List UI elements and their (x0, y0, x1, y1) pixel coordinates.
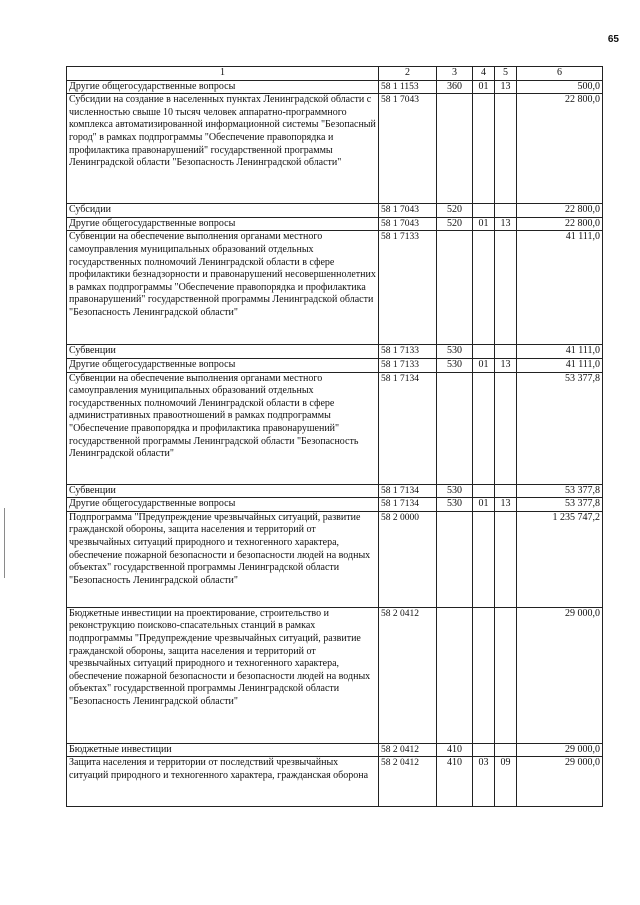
row-code-cell: 58 2 0412 (379, 743, 437, 757)
row-section-cell (473, 94, 495, 204)
row-amount-cell: 500,0 (517, 80, 603, 94)
row-section-cell (473, 484, 495, 498)
row-amount-cell: 53 377,8 (517, 484, 603, 498)
row-section-cell (473, 607, 495, 743)
row-subsection-cell: 13 (495, 498, 517, 512)
row-section-cell: 01 (473, 80, 495, 94)
row-code-cell: 58 1 7133 (379, 345, 437, 359)
row-type-cell: 530 (437, 484, 473, 498)
row-code-cell: 58 1 7043 (379, 217, 437, 231)
column-header: 2 (379, 67, 437, 81)
row-section-cell: 01 (473, 358, 495, 372)
row-subsection-cell (495, 511, 517, 607)
row-amount-cell: 53 377,8 (517, 498, 603, 512)
row-type-cell: 360 (437, 80, 473, 94)
row-subsection-cell (495, 372, 517, 484)
row-amount-cell: 53 377,8 (517, 372, 603, 484)
row-type-cell: 530 (437, 358, 473, 372)
table-row (67, 607, 603, 743)
row-subsection-cell: 13 (495, 217, 517, 231)
budget-table (66, 66, 603, 807)
row-subsection-cell: 13 (495, 358, 517, 372)
row-amount-cell: 29 000,0 (517, 757, 603, 807)
table-row (67, 231, 603, 345)
row-type-cell (437, 94, 473, 204)
row-type-cell: 530 (437, 498, 473, 512)
row-subsection-cell (495, 484, 517, 498)
table-row (67, 511, 603, 607)
row-subsection-cell (495, 743, 517, 757)
row-name-cell: Другие общегосударственные вопросы (67, 80, 379, 94)
row-code-cell: 58 1 7043 (379, 204, 437, 218)
row-name-cell: Бюджетные инвестиции на проектирование, строительство и реконструкцию поисково-спасательных станций в рамках подпрограммы "Предупреждение чрезвычайных ситуаций, развитие гражданской обороны, защита населения и территорий от чрезвычайных ситуаций природного и техногенного характера, обеспечение пожарной безопасности и безопасности людей на водных объектах" государственной программы Ленинградской области "Безопасность Ленинградской области" (67, 607, 379, 743)
page-number: 65 (607, 34, 619, 45)
row-section-cell: 03 (473, 757, 495, 807)
row-type-cell (437, 607, 473, 743)
row-name-cell: Другие общегосударственные вопросы (67, 217, 379, 231)
row-name-cell: Субсидии (67, 204, 379, 218)
table-row (67, 358, 603, 372)
row-name-cell: Подпрограмма "Предупреждение чрезвычайных ситуаций, развитие гражданской обороны, защита населения и территорий от чрезвычайных ситуаций природного и техногенного характера, обеспечение пожарной безопасности и безопасности людей на водных объектах" государственной программы Ленинградской области "Безопасность Ленинградской области" (67, 511, 379, 607)
row-name-cell: Субвенции на обеспечение выполнения органами местного самоуправления муниципальных образований отдельных государственных полномочий Ленинградской области в сфере административных правоотношений в рамках подпрограммы "Обеспечение правопорядка и профилактика правонарушений" государственной программы Ленинградской области "Безопасность Ленинградской области" (67, 372, 379, 484)
row-subsection-cell: 13 (495, 80, 517, 94)
row-name-cell: Субвенции (67, 345, 379, 359)
row-type-cell: 410 (437, 757, 473, 807)
row-code-cell: 58 1 7134 (379, 498, 437, 512)
table-row (67, 484, 603, 498)
row-subsection-cell: 09 (495, 757, 517, 807)
table-row (67, 743, 603, 757)
row-type-cell (437, 511, 473, 607)
row-type-cell (437, 231, 473, 345)
row-name-cell: Субвенции на обеспечение выполнения органами местного самоуправления муниципальных образований отдельных государственных полномочий Ленинградской области в сфере профилактики безнадзорности и правонарушений несовершеннолетних в рамках подпрограммы "Обеспечение правопорядка и профилактика правонарушений" государственной программы Ленинградской области "Безопасность Ленинградской области" (67, 231, 379, 345)
row-section-cell (473, 743, 495, 757)
row-subsection-cell (495, 607, 517, 743)
row-type-cell: 520 (437, 217, 473, 231)
column-header: 3 (437, 67, 473, 81)
column-header: 4 (473, 67, 495, 81)
row-amount-cell: 29 000,0 (517, 743, 603, 757)
row-amount-cell: 41 111,0 (517, 345, 603, 359)
row-code-cell: 58 1 7134 (379, 484, 437, 498)
row-section-cell (473, 231, 495, 345)
table-row (67, 204, 603, 218)
row-code-cell: 58 1 1153 (379, 80, 437, 94)
row-amount-cell: 22 800,0 (517, 94, 603, 204)
row-name-cell: Другие общегосударственные вопросы (67, 358, 379, 372)
row-subsection-cell (495, 231, 517, 345)
row-code-cell: 58 2 0412 (379, 607, 437, 743)
table-row (67, 372, 603, 484)
row-subsection-cell (495, 204, 517, 218)
row-section-cell (473, 511, 495, 607)
row-amount-cell: 29 000,0 (517, 607, 603, 743)
row-name-cell: Субвенции (67, 484, 379, 498)
column-header: 5 (495, 67, 517, 81)
row-section-cell (473, 345, 495, 359)
row-subsection-cell (495, 94, 517, 204)
row-name-cell: Бюджетные инвестиции (67, 743, 379, 757)
row-name-cell: Другие общегосударственные вопросы (67, 498, 379, 512)
row-amount-cell: 41 111,0 (517, 231, 603, 345)
row-name-cell: Защита населения и территории от последствий чрезвычайных ситуаций природного и техногенного характера, гражданская оборона (67, 757, 379, 807)
row-amount-cell: 22 800,0 (517, 204, 603, 218)
row-type-cell: 410 (437, 743, 473, 757)
row-code-cell: 58 2 0000 (379, 511, 437, 607)
row-code-cell: 58 1 7133 (379, 231, 437, 345)
column-header: 1 (67, 67, 379, 81)
table-row (67, 217, 603, 231)
row-amount-cell: 1 235 747,2 (517, 511, 603, 607)
row-amount-cell: 41 111,0 (517, 358, 603, 372)
row-code-cell: 58 1 7134 (379, 372, 437, 484)
scan-mark (4, 508, 5, 578)
table-row (67, 94, 603, 204)
row-section-cell: 01 (473, 217, 495, 231)
row-section-cell (473, 372, 495, 484)
row-type-cell (437, 372, 473, 484)
column-header: 6 (517, 67, 603, 81)
row-subsection-cell (495, 345, 517, 359)
row-section-cell: 01 (473, 498, 495, 512)
row-amount-cell: 22 800,0 (517, 217, 603, 231)
table-header-row (67, 67, 603, 81)
table-row (67, 498, 603, 512)
table-row (67, 757, 603, 807)
row-section-cell (473, 204, 495, 218)
row-type-cell: 530 (437, 345, 473, 359)
row-type-cell: 520 (437, 204, 473, 218)
table-row (67, 80, 603, 94)
row-name-cell: Субсидии на создание в населенных пунктах Ленинградской области с численностью свыше 10 тысяч человек аппаратно-программного комплекса автоматизированной информационной системы "Безопасный город" в рамках подпрограммы "Обеспечение правопорядка и профилактика правонарушений" государственной программы Ленинградской области "Безопасность Ленинградской области" (67, 94, 379, 204)
row-code-cell: 58 1 7133 (379, 358, 437, 372)
row-code-cell: 58 2 0412 (379, 757, 437, 807)
table-row (67, 345, 603, 359)
row-code-cell: 58 1 7043 (379, 94, 437, 204)
